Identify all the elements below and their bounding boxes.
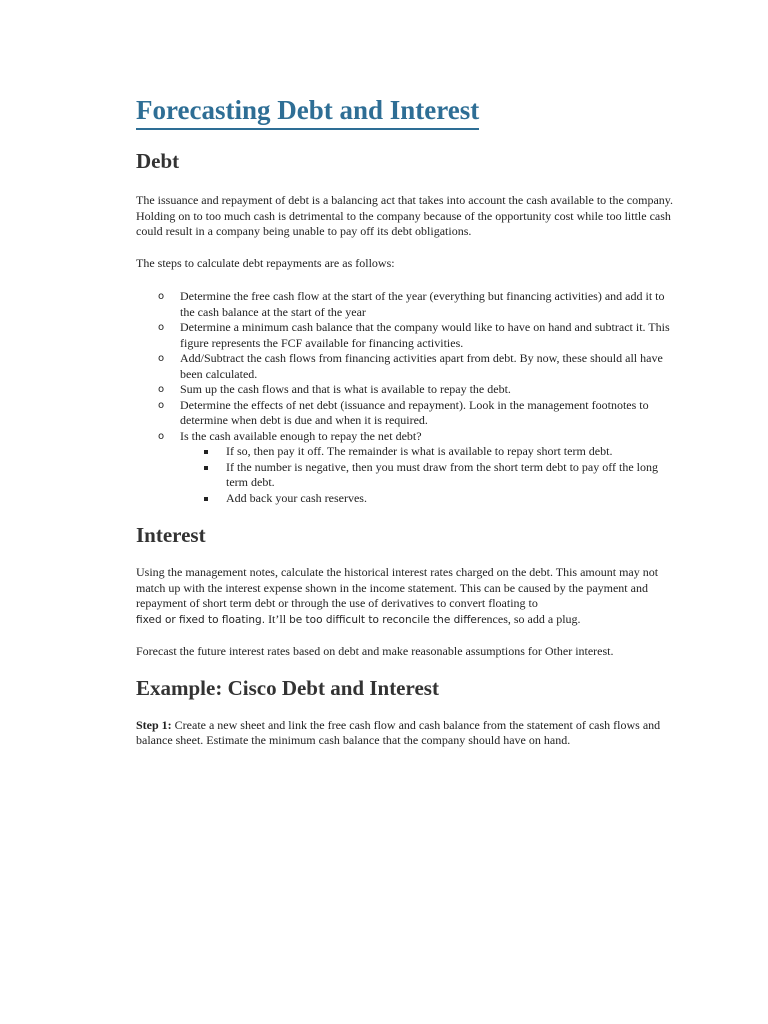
circle-bullet-icon: o [158, 291, 165, 302]
interest-heading: Interest [136, 523, 206, 547]
step-text: Add/Subtract the cash flows from financing activities apart from debt. By now, these should all have been calculated. [180, 351, 663, 381]
step-label: Step 1: [136, 717, 172, 732]
step-text: Determine the effects of net debt (issuance and repayment). Look in the management footnotes to determine when debt is due and when it is required. [180, 397, 649, 427]
step-text: Determine a minimum cash balance that the company would like to have on hand and subtract it. This figure represents the FCF available for financing activities. [180, 320, 670, 350]
interest-text-mixed: fixed or fixed to floating. [136, 613, 266, 626]
steps-intro: The steps to calculate debt repayments are as follows: [136, 255, 395, 270]
step-text: Is the cash available enough to repay the net debt? [180, 428, 422, 443]
example-heading: Example: Cisco Debt and Interest [136, 675, 439, 700]
interest-text-a: Using the management notes, calculate the historical interest rates charged on the debt. This amount may not match up with the interest expense shown in the income statement. This can be caused by the payment and repayment of short term debt or through the use of derivatives to convert floating to [136, 565, 659, 610]
debt-paragraph: The issuance and repayment of debt is a balancing act that takes into account the cash available to the company. Holding on to too much cash is detrimental to the company because of the opportunity cost while too little cash could result in a company being unable to pay off its debt obligations. [136, 193, 674, 238]
list-item [226, 460, 676, 491]
interest-text-end: ences, so add a plug. [481, 611, 581, 626]
substep-text: If the number is negative, then you must draw from the short term debt to pay off the long term debt. [226, 459, 659, 489]
list-item [226, 444, 676, 460]
square-bullet-icon [204, 466, 208, 470]
list-item [158, 289, 676, 320]
list-item [158, 320, 676, 351]
interest-text-serif: It’ll [265, 611, 290, 626]
list-item [226, 491, 676, 507]
interest-text-mixed-2: be too difficult to reconcile the differ [289, 613, 482, 626]
square-bullet-icon [204, 450, 208, 454]
circle-bullet-icon: o [158, 384, 165, 395]
list-item [158, 428, 676, 507]
circle-bullet-icon: o [158, 322, 165, 333]
substep-text: If so, then pay it off. The remainder is what is available to repay short term debt. [226, 444, 613, 458]
document-title: Forecasting Debt and Interest [136, 92, 479, 130]
list-item [158, 397, 676, 429]
debt-heading: Debt [136, 149, 180, 173]
step-text: Create a new sheet and link the free cash flow and cash balance from the statement of cash flows and balance sheet. Estimate the minimum cash balance that the company should have on hand. [136, 717, 661, 747]
circle-bullet-icon: o [158, 353, 165, 364]
circle-bullet-icon: o [158, 430, 165, 442]
step-text: Determine the free cash flow at the start of the year (everything but financing activities) and add it to the cash balance at the start of the year [180, 289, 665, 319]
circle-bullet-icon: o [158, 399, 165, 411]
interest-paragraph [136, 565, 676, 628]
list-item [158, 382, 676, 398]
document-page [136, 92, 676, 749]
interest-forecast-paragraph: Forecast the future interest rates based on debt and make reasonable assumptions for Other interest. [136, 644, 614, 658]
steps-list [136, 289, 676, 506]
list-item [158, 351, 676, 382]
example-step-1 [136, 718, 676, 749]
step-text: Sum up the cash flows and that is what is available to repay the debt. [180, 382, 511, 396]
substeps-list [180, 444, 676, 506]
substep-text: Add back your cash reserves. [226, 490, 367, 505]
square-bullet-icon [204, 497, 208, 501]
